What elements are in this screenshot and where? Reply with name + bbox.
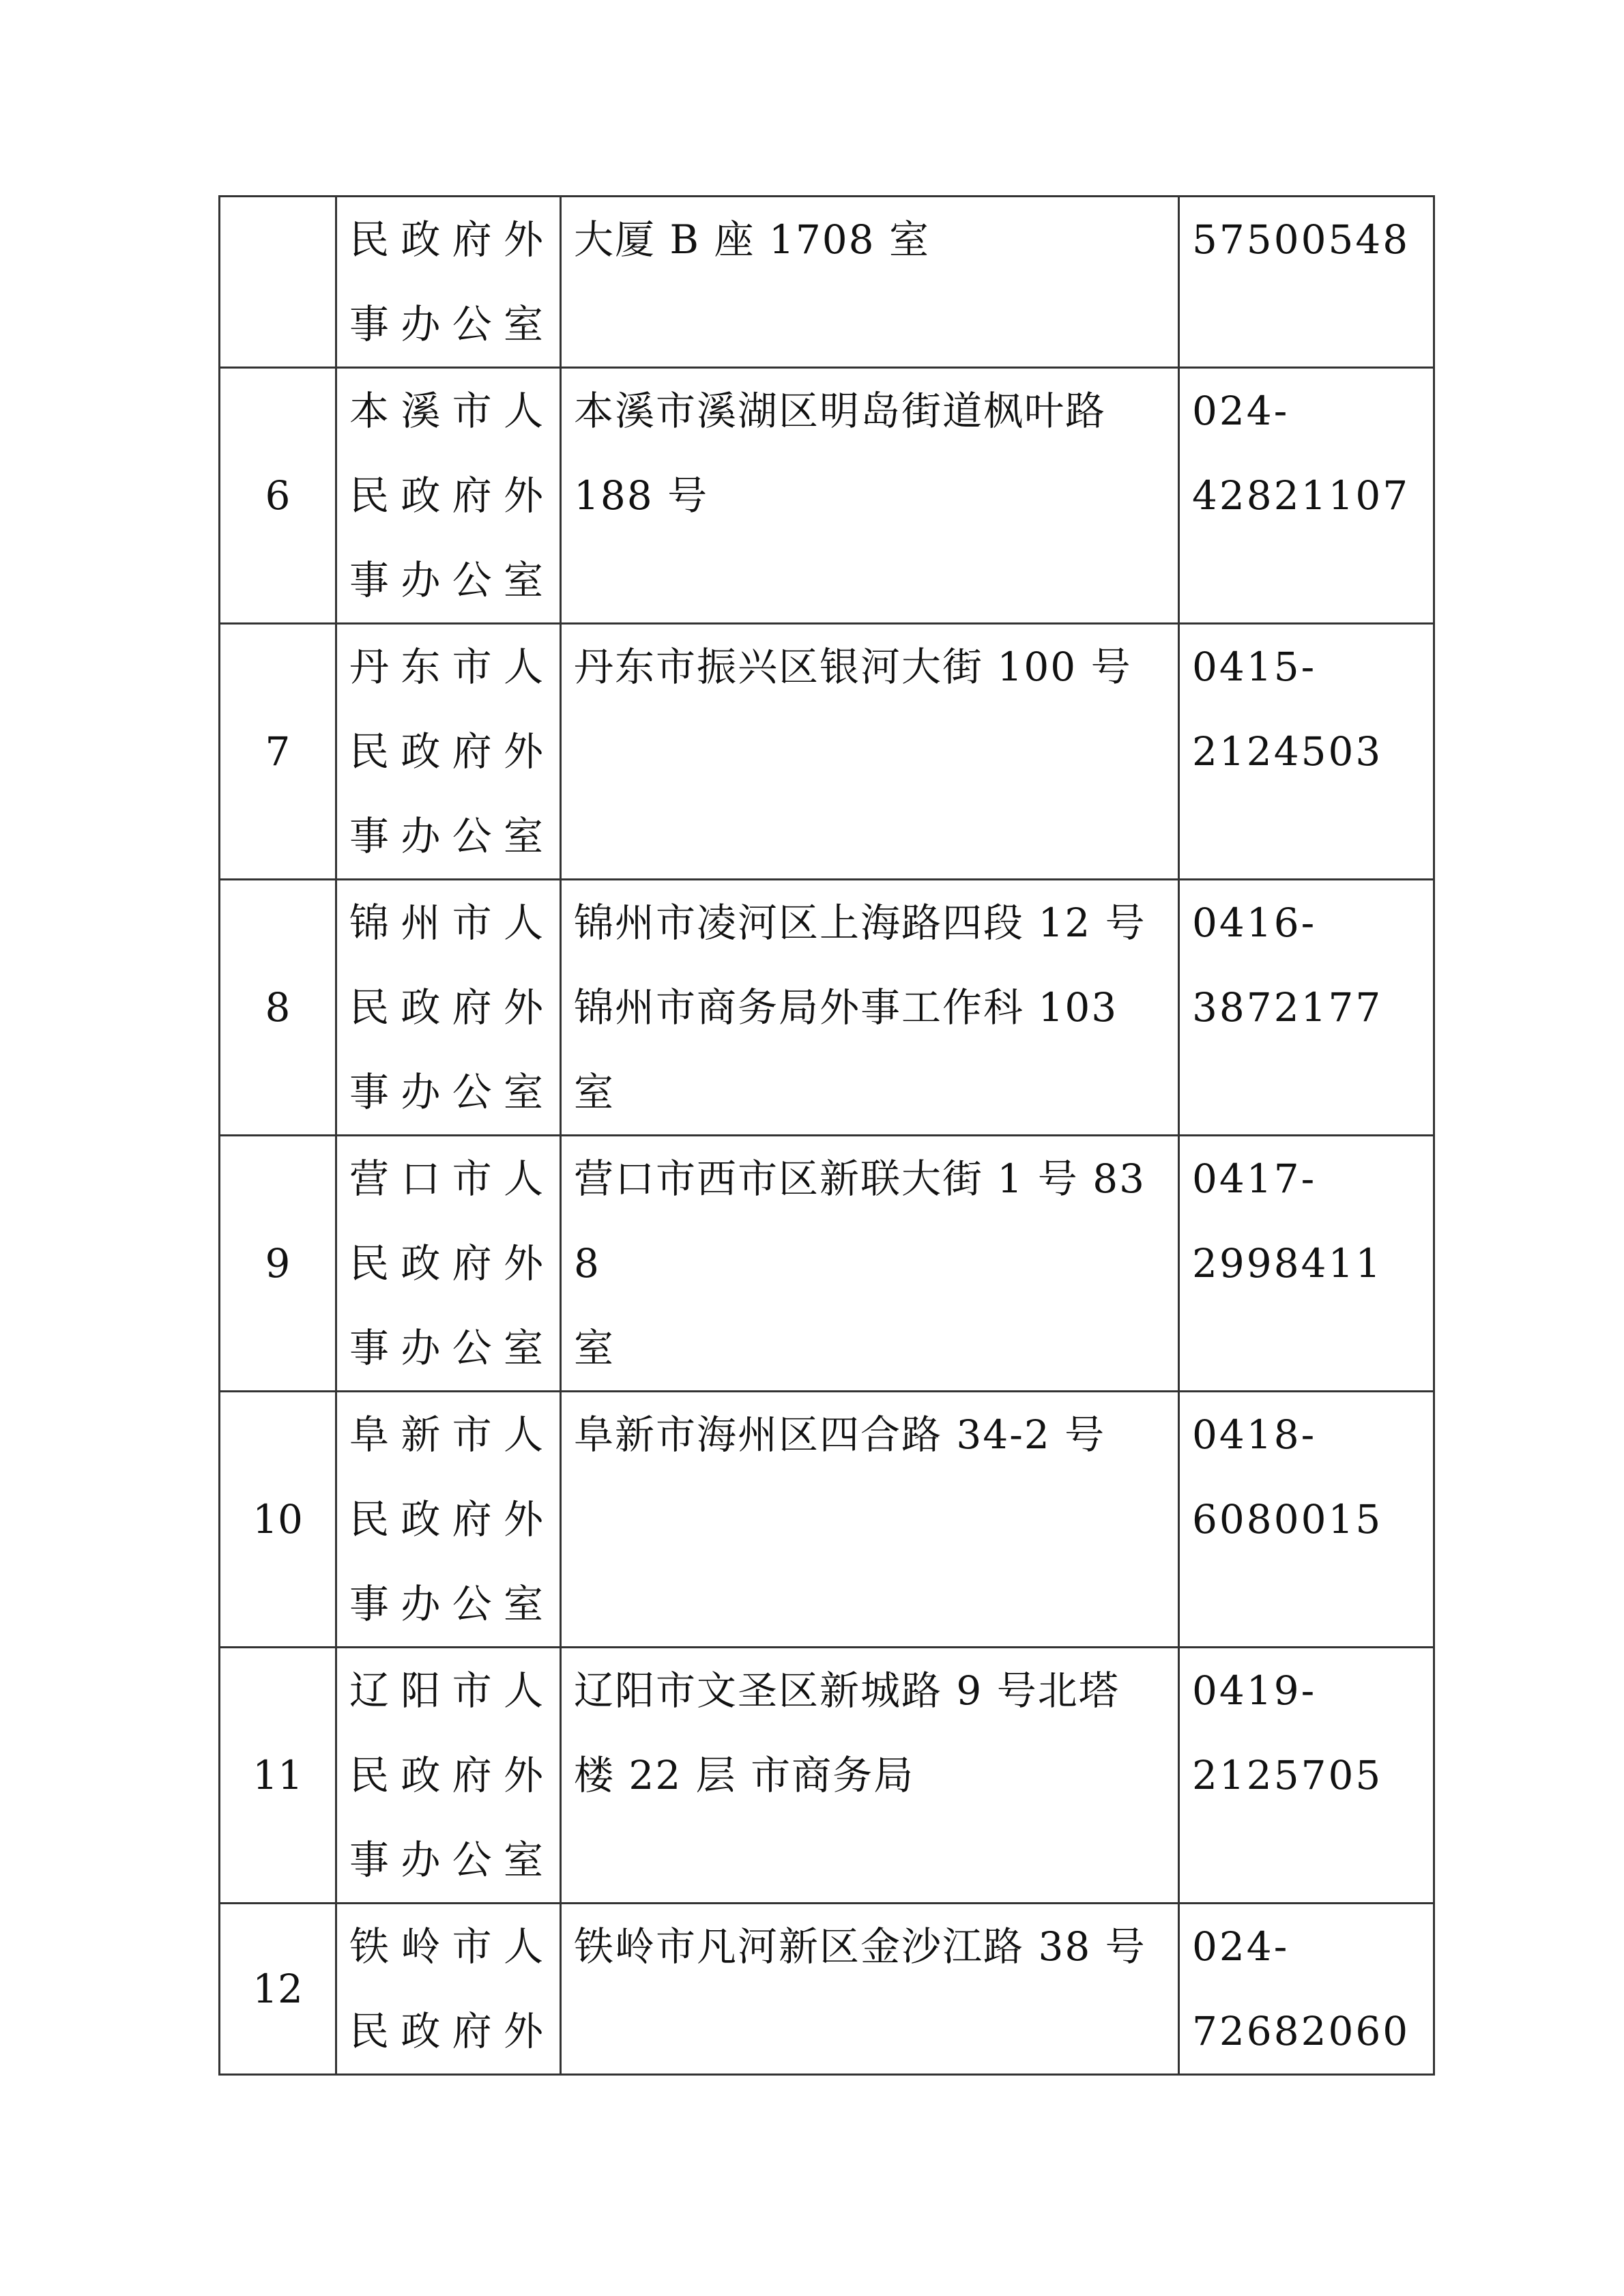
address-line: 本溪市溪湖区明岛街道枫叶路	[574, 388, 1107, 434]
office-name	[336, 1136, 561, 1392]
office-name-line: 锦州市人	[349, 900, 547, 946]
row-number: 8	[220, 880, 336, 1136]
phone	[1179, 368, 1434, 624]
phone-line: 0416-	[1192, 900, 1317, 946]
row-number: 9	[220, 1136, 336, 1392]
office-name-line: 民政府外	[349, 1496, 547, 1542]
phone	[1179, 1904, 1434, 2075]
row-number	[220, 197, 336, 368]
office-name-line: 事办公室	[349, 1069, 547, 1115]
address-line: 锦州市商务局外事工作科 103	[574, 984, 1118, 1031]
office-name-line: 事办公室	[349, 1325, 547, 1371]
office-name-line: 丹东市人	[349, 644, 547, 690]
address-line: 丹东市振兴区银河大街 100 号	[574, 644, 1132, 690]
address-line: 辽阳市文圣区新城路 9 号北塔	[574, 1667, 1120, 1714]
office-name-line: 民政府外	[349, 1752, 547, 1798]
address-line: 室	[574, 1325, 615, 1371]
office-name-line: 民政府外	[349, 2008, 547, 2054]
table-row	[220, 1392, 1434, 1648]
office-name-line: 民政府外	[349, 728, 547, 775]
office-name-line: 事办公室	[349, 557, 547, 603]
table-row	[220, 368, 1434, 624]
office-name-line: 本溪市人	[349, 388, 547, 434]
address-line: 铁岭市凡河新区金沙江路 38 号	[574, 1923, 1146, 1970]
phone	[1179, 1392, 1434, 1648]
office-name-line: 民政府外	[349, 984, 547, 1031]
address-line: 楼 22 层 市商务局	[574, 1752, 915, 1798]
address	[561, 368, 1179, 624]
address	[561, 1392, 1179, 1648]
phone-line: 2998411	[1192, 1240, 1383, 1287]
phone-line: 024-	[1192, 388, 1290, 434]
address-line: 营口市西市区新联大街 1 号 838	[574, 1156, 1146, 1287]
table-row	[220, 197, 1434, 368]
office-name-line: 铁岭市人	[349, 1923, 547, 1970]
phone	[1179, 1648, 1434, 1904]
table-row	[220, 624, 1434, 880]
contacts-table	[218, 195, 1435, 2076]
row-number: 10	[220, 1392, 336, 1648]
address	[561, 880, 1179, 1136]
phone-line: 57500548	[1192, 216, 1410, 263]
phone-line: 0415-	[1192, 644, 1317, 690]
address-line: 阜新市海州区四合路 34-2 号	[574, 1411, 1106, 1458]
phone-line: 0419-	[1192, 1667, 1317, 1714]
contacts-table-body	[220, 197, 1434, 2075]
office-name	[336, 624, 561, 880]
phone	[1179, 624, 1434, 880]
address	[561, 624, 1179, 880]
office-name	[336, 1392, 561, 1648]
office-name	[336, 1904, 561, 2075]
table-row	[220, 1648, 1434, 1904]
office-name-line: 辽阳市人	[349, 1667, 547, 1714]
address	[561, 197, 1179, 368]
office-name	[336, 880, 561, 1136]
table-row	[220, 1904, 1434, 2075]
phone-line: 3872177	[1192, 984, 1383, 1031]
row-number: 6	[220, 368, 336, 624]
address-line: 锦州市凌河区上海路四段 12 号	[574, 900, 1146, 946]
office-name-line: 事办公室	[349, 813, 547, 859]
office-name-line: 民政府外	[349, 216, 547, 263]
office-name	[336, 368, 561, 624]
phone	[1179, 880, 1434, 1136]
phone	[1179, 197, 1434, 368]
office-name-line: 民政府外	[349, 472, 547, 519]
phone-line: 0418-	[1192, 1411, 1317, 1458]
address	[561, 1904, 1179, 2075]
address-line: 室	[574, 1069, 615, 1115]
phone-line: 024-	[1192, 1923, 1290, 1970]
phone	[1179, 1136, 1434, 1392]
row-number: 12	[220, 1904, 336, 2075]
row-number: 11	[220, 1648, 336, 1904]
office-name-line: 事办公室	[349, 1837, 547, 1883]
office-name-line: 事办公室	[349, 1581, 547, 1627]
office-name-line: 阜新市人	[349, 1411, 547, 1458]
office-name	[336, 197, 561, 368]
office-name-line: 事办公室	[349, 301, 547, 347]
table-row	[220, 880, 1434, 1136]
phone-line: 6080015	[1192, 1496, 1383, 1542]
phone-line: 2125705	[1192, 1752, 1383, 1798]
address	[561, 1136, 1179, 1392]
phone-line: 0417-	[1192, 1156, 1317, 1202]
office-name	[336, 1648, 561, 1904]
phone-line: 2124503	[1192, 728, 1383, 775]
table-row	[220, 1136, 1434, 1392]
office-name-line: 民政府外	[349, 1240, 547, 1287]
address	[561, 1648, 1179, 1904]
phone-line: 42821107	[1192, 472, 1410, 519]
office-name-line: 营口市人	[349, 1156, 547, 1202]
row-number: 7	[220, 624, 336, 880]
address-line: 188 号	[574, 472, 709, 519]
phone-line: 72682060	[1192, 2008, 1410, 2054]
address-line: 大厦 B 座 1708 室	[574, 216, 930, 263]
